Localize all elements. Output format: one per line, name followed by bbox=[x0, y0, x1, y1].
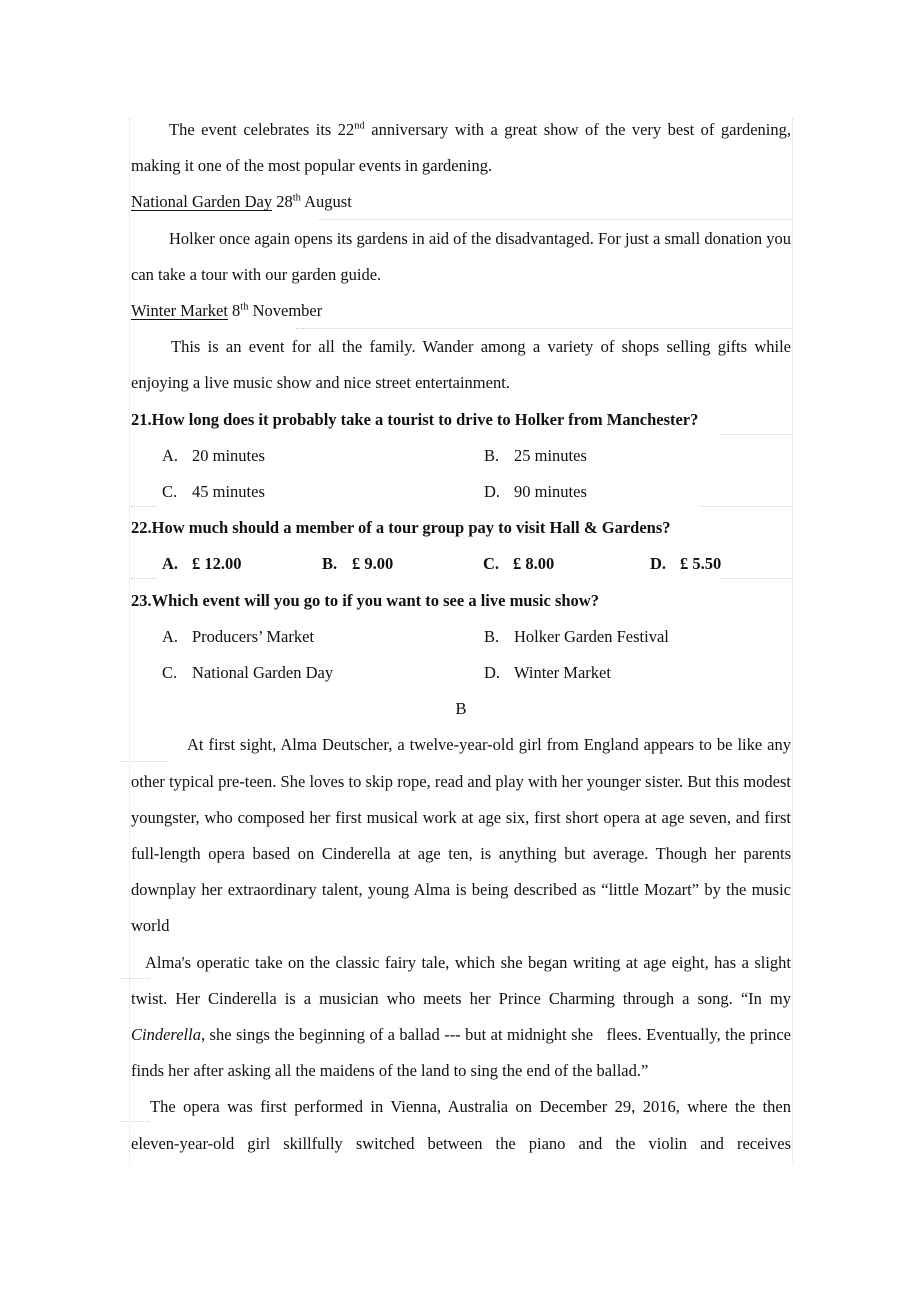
paragraph-text: The event celebrates its 22 bbox=[169, 120, 355, 139]
passage-b-paragraph-2 bbox=[131, 945, 791, 1090]
question-23-options-row-1 bbox=[131, 619, 791, 655]
option-text: 25 minutes bbox=[514, 445, 587, 465]
option-label: D. bbox=[484, 482, 501, 502]
question-number: 21. bbox=[131, 409, 152, 429]
ordinal-superscript: th bbox=[292, 192, 301, 204]
question-23-text bbox=[131, 583, 791, 619]
event-date: 8 bbox=[227, 301, 241, 321]
passage-b-paragraph-3: The opera was first performed in Vienna, Australia on December 29, 2016, where the then eleven-year-old girl skillfully switched between the piano and the violin and receives bbox=[131, 1097, 791, 1153]
event-date: 28 bbox=[272, 192, 293, 212]
document-content bbox=[131, 112, 791, 1162]
question-21-options-row-1 bbox=[131, 438, 791, 474]
option-text: 45 minutes bbox=[192, 482, 265, 502]
table-gridline-left bbox=[129, 118, 130, 1164]
paragraph-text: Alma's operatic take on the classic fairy tale, which she began writing at age eight, has a slight twist. Her Cinderella is a musician who meets her Prince Charming through a song. “In my bbox=[131, 952, 791, 1008]
ordinal-superscript: th bbox=[240, 301, 249, 313]
question-number: 23. bbox=[131, 590, 152, 610]
option-23-c bbox=[162, 655, 333, 691]
option-label: A. bbox=[162, 554, 179, 574]
option-label: B. bbox=[484, 626, 500, 646]
option-23-b bbox=[484, 619, 669, 655]
question-body: How much should a member of a tour group pay to visit Hall & Gardens? bbox=[151, 518, 671, 538]
option-label: B. bbox=[322, 554, 338, 574]
section-b-header: B bbox=[455, 699, 467, 719]
option-22-a bbox=[162, 546, 242, 582]
passage-a-paragraph-garden-day: Holker once again opens its gardens in aid of the disadvantaged. For just a small donation you can take a tour with our garden guide. bbox=[131, 228, 791, 284]
table-gridline-right bbox=[792, 118, 793, 1164]
winter-market-heading bbox=[131, 293, 791, 329]
option-text: Winter Market bbox=[514, 662, 611, 682]
passage-b-paragraph-1: At first sight, Alma Deutscher, a twelve-year-old girl from England appears to be like any other typical pre-teen. She loves to skip rope, read and play with her younger sister. But this modest youngster, who composed her first musical work at age six, first short opera at age seven, and first full-length opera based on Cinderella at age ten, is anything but average. Though her parents downplay her extraordinary talent, young Alma is being described as “little Mozart” by the music world bbox=[131, 735, 791, 936]
opera-title-italic: Cinderella bbox=[131, 1025, 201, 1044]
option-text: £ 9.00 bbox=[352, 554, 394, 574]
question-22-options-row bbox=[131, 546, 791, 582]
option-label: C. bbox=[162, 482, 178, 502]
option-22-d bbox=[650, 546, 721, 582]
option-21-a bbox=[162, 438, 265, 474]
option-label: D. bbox=[650, 554, 667, 574]
event-name-underlined: National Garden Day bbox=[131, 192, 273, 212]
option-21-d bbox=[484, 474, 587, 510]
option-text: Holker Garden Festival bbox=[514, 626, 669, 646]
option-text: 20 minutes bbox=[192, 445, 265, 465]
question-number: 22. bbox=[131, 518, 152, 538]
question-23-options-row-2 bbox=[131, 655, 791, 691]
ordinal-superscript: nd bbox=[354, 120, 365, 132]
option-label: C. bbox=[162, 662, 178, 682]
option-21-b bbox=[484, 438, 587, 474]
option-label: C. bbox=[483, 554, 500, 574]
event-month: August bbox=[300, 192, 352, 212]
option-label: D. bbox=[484, 662, 501, 682]
paragraph-text: , she sings the beginning of a ballad --- but at midnight she flees. Eventually, the prince finds her after asking all the maidens of the land to sing the end of the ballad.” bbox=[131, 1025, 791, 1081]
option-23-d bbox=[484, 655, 611, 691]
option-label: A. bbox=[162, 445, 179, 465]
question-22-text bbox=[131, 510, 791, 546]
question-body: How long does it probably take a tourist to drive to Holker from Manchester? bbox=[151, 409, 699, 429]
option-text: £ 12.00 bbox=[192, 554, 242, 574]
option-text: Producers’ Market bbox=[192, 626, 315, 646]
option-label: B. bbox=[484, 445, 500, 465]
event-month: November bbox=[248, 301, 323, 321]
option-22-b bbox=[322, 546, 393, 582]
question-21-options-row-2 bbox=[131, 474, 791, 510]
option-21-c bbox=[162, 474, 265, 510]
option-22-c bbox=[483, 546, 554, 582]
option-text: £ 8.00 bbox=[513, 554, 555, 574]
passage-a-paragraph-winter-market: This is an event for all the family. Wander among a variety of shops selling gifts while enjoying a live music show and nice street entertainment. bbox=[131, 337, 791, 393]
option-text: National Garden Day bbox=[192, 662, 334, 682]
event-name-underlined: Winter Market bbox=[131, 301, 228, 321]
option-23-a bbox=[162, 619, 314, 655]
passage-a-paragraph-festival bbox=[131, 112, 791, 184]
option-text: 90 minutes bbox=[514, 482, 587, 502]
question-body: Which event will you go to if you want to see a live music show? bbox=[151, 590, 599, 610]
national-garden-day-heading bbox=[131, 184, 791, 220]
option-text: £ 5.50 bbox=[680, 554, 722, 574]
option-label: A. bbox=[162, 626, 179, 646]
question-21-text bbox=[131, 402, 791, 438]
paragraph-text: anniversary with a great show of the very best of gardening, making it one of the most popular events in gardening. bbox=[131, 120, 791, 176]
